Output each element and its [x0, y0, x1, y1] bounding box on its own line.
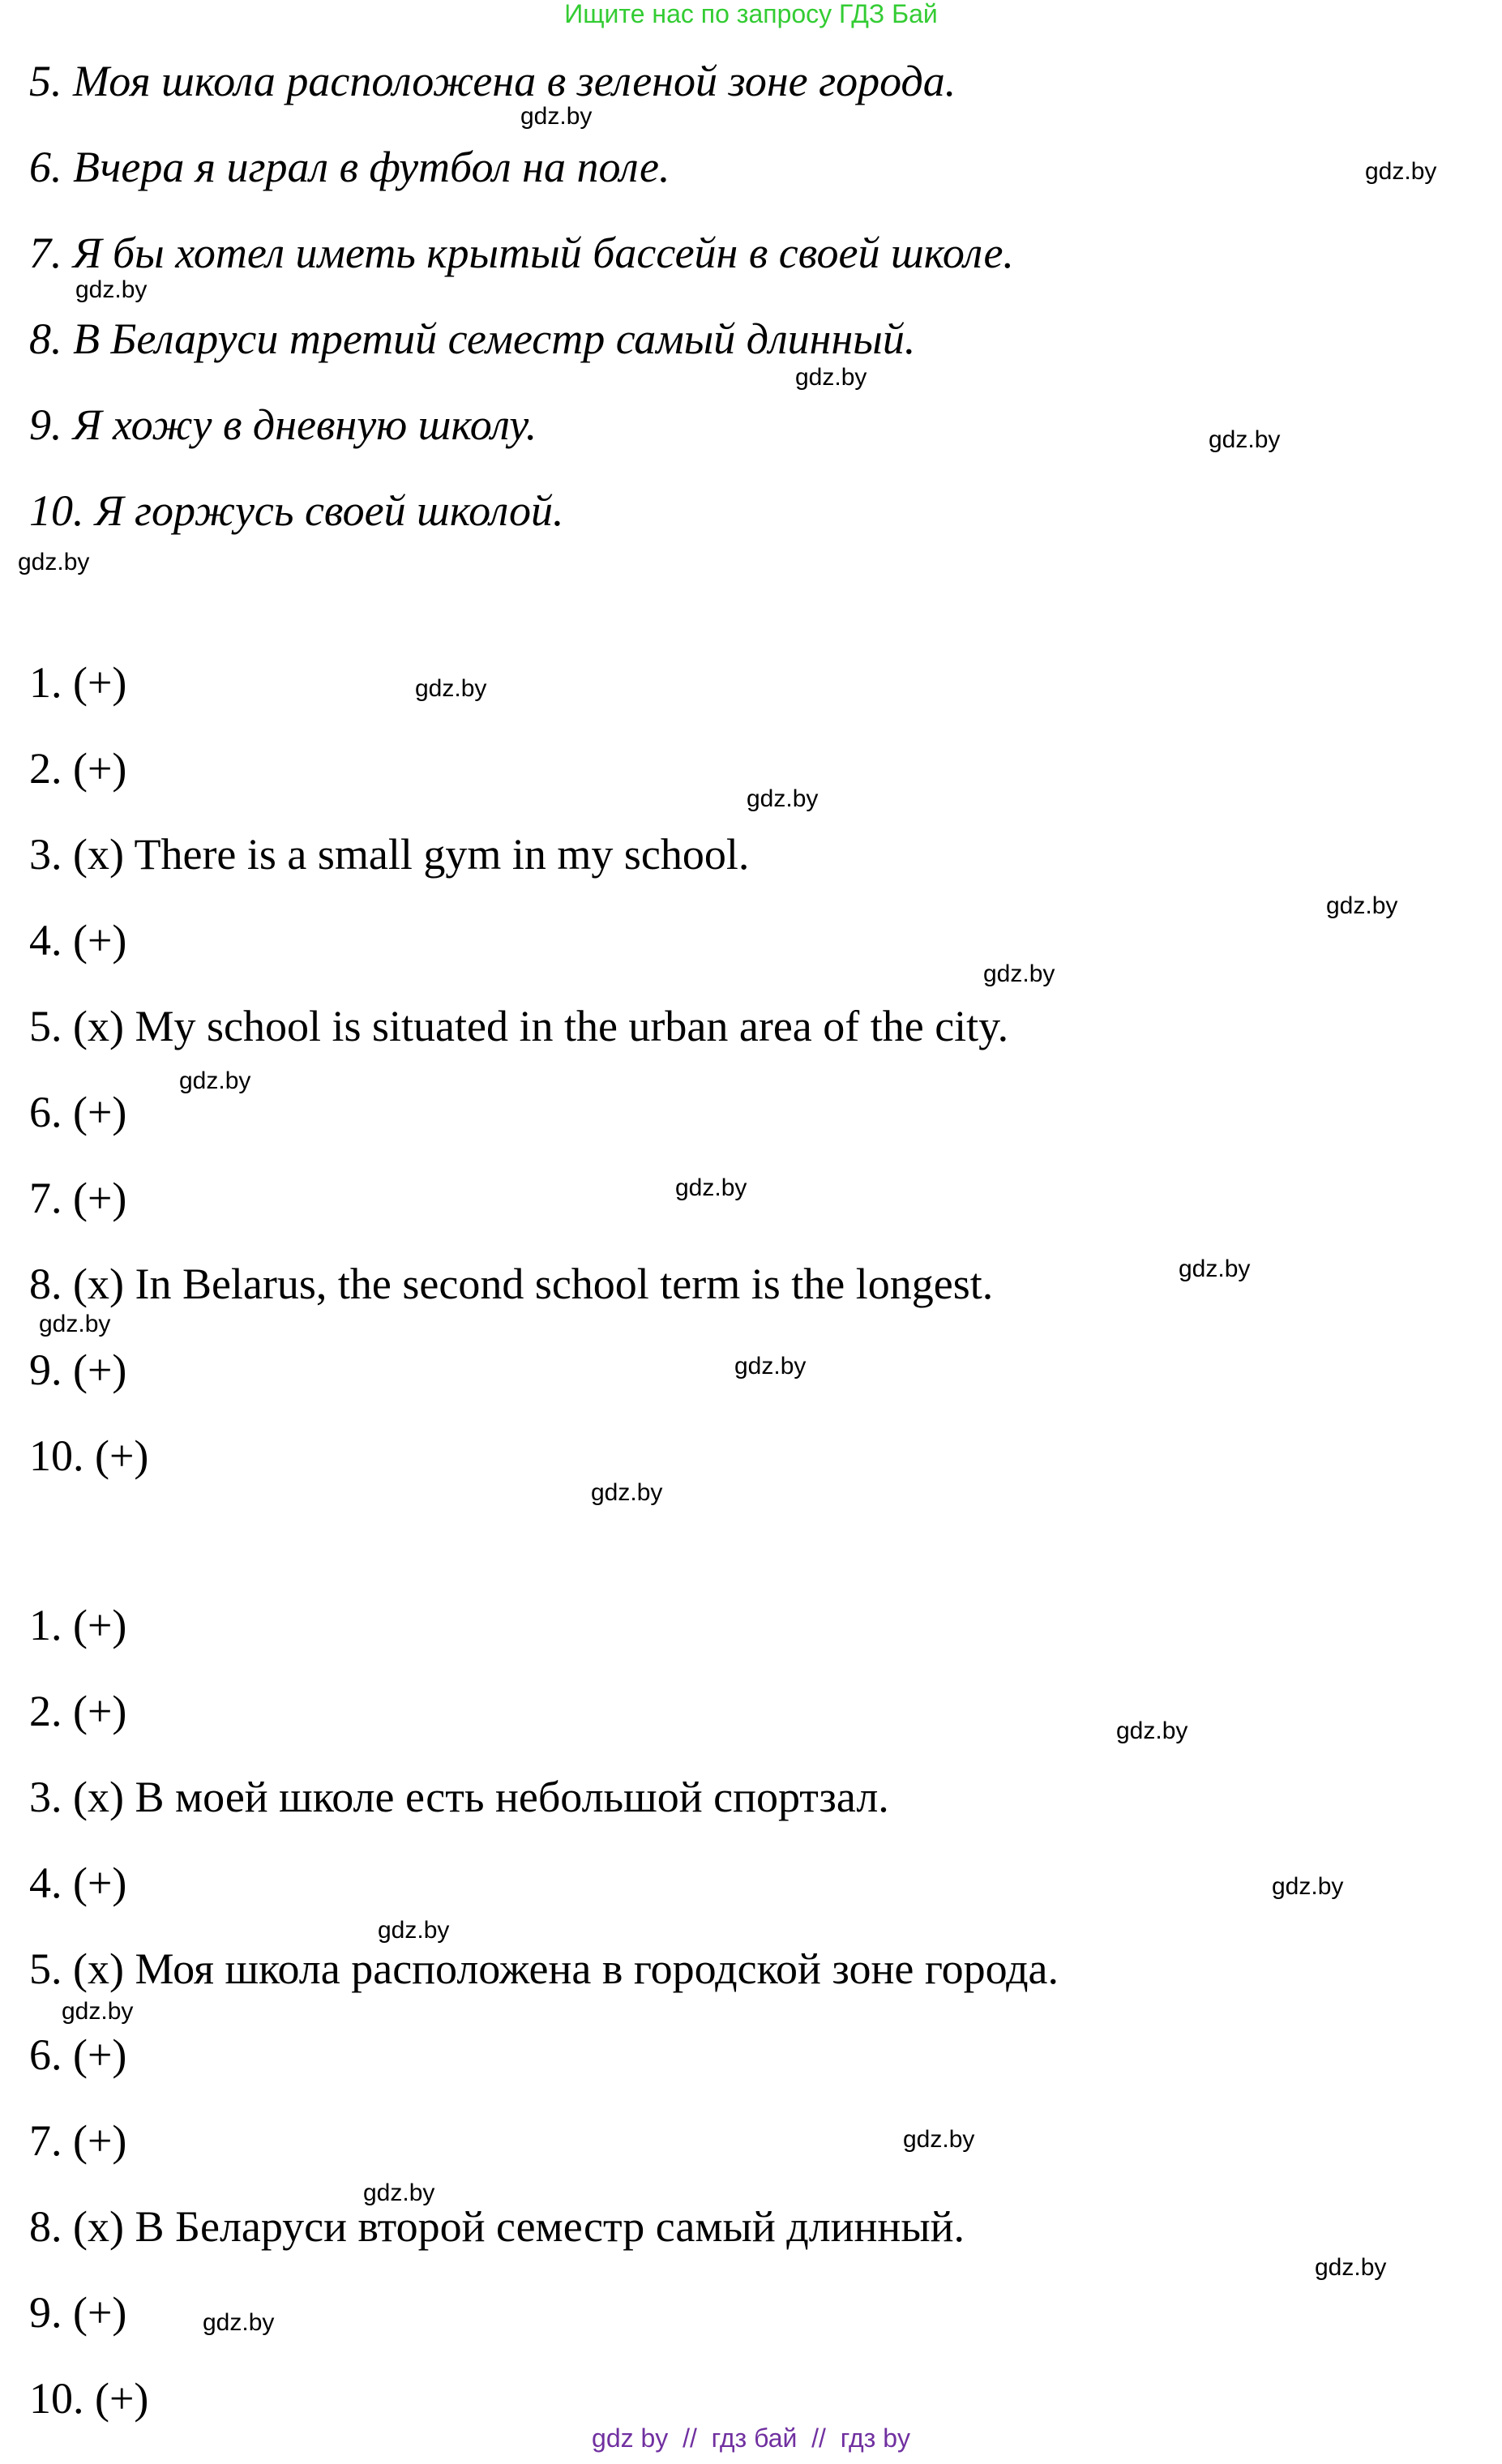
- ru-answer-5: 5. (x) Моя школа расположена в городской зоне города.: [29, 1944, 1059, 1993]
- en-answer-3: 3. (x) There is a small gym in my school.: [29, 830, 750, 879]
- watermark: gdz.by: [1116, 1718, 1188, 1744]
- en-answer-9: 9. (+): [29, 1345, 127, 1394]
- watermark: gdz.by: [378, 1917, 450, 1944]
- en-answer-4: 4. (+): [29, 916, 127, 965]
- watermark: gdz.by: [591, 1479, 663, 1506]
- watermark: gdz.by: [903, 2126, 975, 2153]
- watermark: gdz.by: [1272, 1873, 1344, 1900]
- watermark: gdz.by: [983, 960, 1055, 987]
- watermark: gdz.by: [747, 785, 819, 812]
- ru-answer-3: 3. (x) В моей школе есть небольшой спортзал.: [29, 1773, 889, 1821]
- watermark: gdz.by: [415, 675, 487, 702]
- watermark: gdz.by: [1179, 1256, 1251, 1282]
- ru-sentence-9: 9. Я хожу в дневную школу.: [29, 400, 537, 449]
- watermark: gdz.by: [18, 549, 90, 575]
- ru-answer-1: 1. (+): [29, 1601, 127, 1649]
- en-answer-5: 5. (x) My school is situated in the urban area of the city.: [29, 1002, 1009, 1050]
- en-answer-6: 6. (+): [29, 1088, 127, 1136]
- en-answer-2: 2. (+): [29, 744, 127, 793]
- en-answer-10: 10. (+): [29, 1431, 149, 1480]
- ru-answer-10: 10. (+): [29, 2374, 149, 2423]
- en-answer-8: 8. (x) In Belarus, the second school term is the longest.: [29, 1260, 994, 1308]
- watermark: gdz.by: [1365, 158, 1437, 185]
- ru-answer-2: 2. (+): [29, 1687, 127, 1735]
- watermark: gdz.by: [203, 2309, 275, 2336]
- watermark: gdz.by: [795, 364, 867, 391]
- watermark: gdz.by: [75, 276, 148, 303]
- ru-answer-4: 4. (+): [29, 1859, 127, 1907]
- watermark: gdz.by: [39, 1311, 111, 1337]
- ru-answer-6: 6. (+): [29, 2030, 127, 2079]
- watermark: gdz.by: [520, 103, 593, 130]
- ru-answer-8: 8. (x) В Беларуси второй семестр самый длинный.: [29, 2202, 965, 2251]
- top-banner: Ищите нас по запросу ГДЗ Бай: [564, 0, 938, 28]
- watermark: gdz.by: [675, 1174, 747, 1201]
- ru-sentence-10: 10. Я горжусь своей школой.: [29, 486, 564, 535]
- ru-sentence-5: 5. Моя школа расположена в зеленой зоне города.: [29, 57, 956, 105]
- watermark: gdz.by: [734, 1353, 807, 1380]
- watermark: gdz.by: [1315, 2254, 1387, 2281]
- footer-links: gdz by // гдз бай // гдз by: [592, 2423, 910, 2453]
- watermark: gdz.by: [1326, 892, 1398, 919]
- ru-sentence-8: 8. В Беларуси третий семестр самый длинный.: [29, 314, 916, 363]
- en-answer-1: 1. (+): [29, 658, 127, 707]
- watermark: gdz.by: [363, 2180, 435, 2206]
- watermark: gdz.by: [1209, 426, 1281, 453]
- en-answer-7: 7. (+): [29, 1174, 127, 1222]
- ru-answer-9: 9. (+): [29, 2288, 127, 2337]
- ru-sentence-6: 6. Вчера я играл в футбол на поле.: [29, 143, 670, 191]
- watermark: gdz.by: [179, 1067, 251, 1094]
- ru-answer-7: 7. (+): [29, 2116, 127, 2165]
- ru-sentence-7: 7. Я бы хотел иметь крытый бассейн в своей школе.: [29, 229, 1014, 277]
- watermark: gdz.by: [62, 1998, 134, 2025]
